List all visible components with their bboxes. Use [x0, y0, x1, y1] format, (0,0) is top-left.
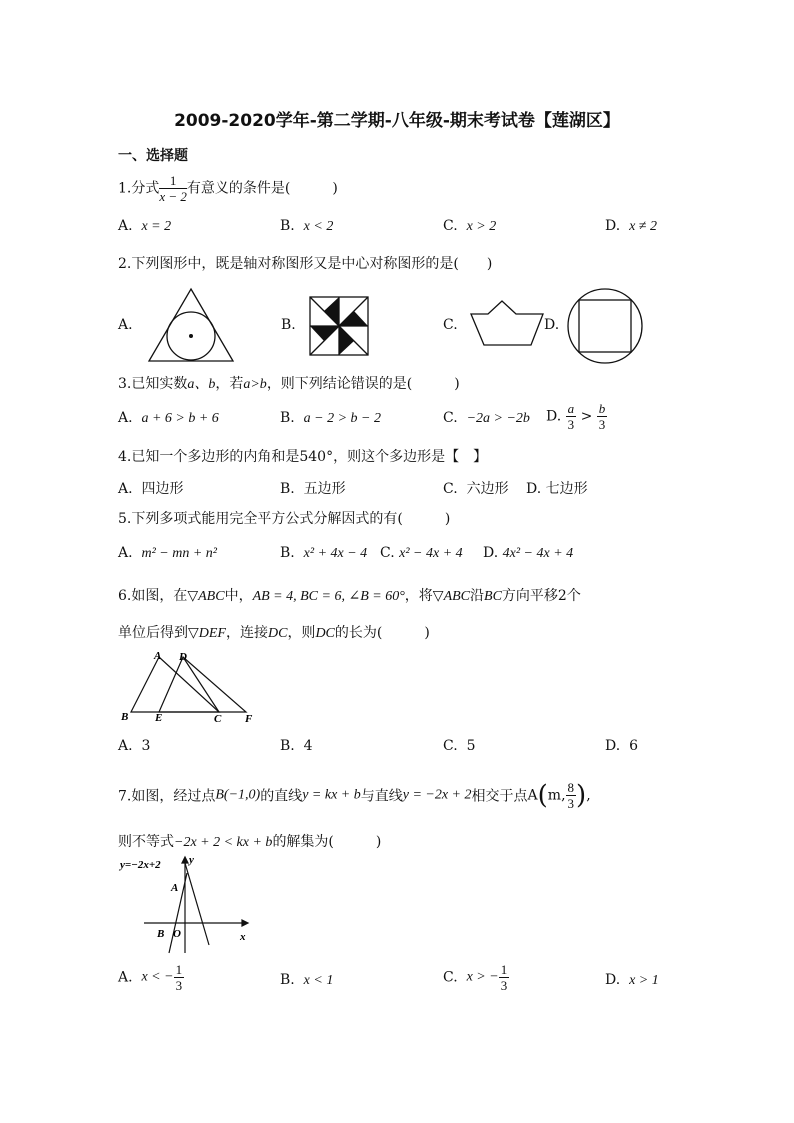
- q7-y-arrow: [182, 857, 188, 863]
- q6-dc-2: DC: [315, 626, 335, 641]
- question-4: 4.已知一个多边形的内角和是540°，则这个多边形是【 】: [118, 449, 488, 465]
- q7-paren-open: (: [537, 780, 548, 811]
- q6-label-c: C: [214, 713, 222, 725]
- q7-option-b-value: x < 1: [303, 973, 334, 988]
- q7-inequality: −2x + 2 < kx + b: [174, 835, 273, 850]
- q6-option-d-value: 6: [629, 738, 639, 754]
- q7-option-a-num: 1: [175, 962, 183, 977]
- q2-c-boat-shape: [471, 301, 543, 345]
- q1-option-b[interactable]: [280, 218, 333, 235]
- question-1: [118, 173, 338, 204]
- q1-option-d[interactable]: [605, 218, 657, 235]
- q5-option-c-value: x² − 4x + 4: [399, 546, 463, 561]
- q6-text-f: 单位后得到: [118, 625, 188, 641]
- q2-option-d[interactable]: D.: [544, 317, 560, 333]
- q6-option-c[interactable]: [443, 738, 476, 754]
- q5-option-d-label: D.: [483, 545, 499, 561]
- q7-option-c-num: 1: [500, 962, 508, 977]
- q7-text-f: 的解集为( ): [272, 834, 382, 850]
- q7-option-c-fraction: [499, 962, 510, 993]
- question-7-line-2: [118, 831, 381, 851]
- q1-prefix: 1.分式: [118, 180, 160, 197]
- q2-figure-b-pinwheel: [309, 296, 369, 356]
- q7-option-d[interactable]: [605, 972, 659, 989]
- q2-option-c[interactable]: C.: [443, 317, 458, 333]
- q3-d-num-left: a: [567, 401, 575, 416]
- question-6-line-1: [118, 585, 581, 605]
- q7-point-a-num: 8: [567, 780, 575, 795]
- q1-fraction: [159, 173, 187, 204]
- q2-b-blade-3: [339, 326, 354, 355]
- q5-option-b-label: B.: [280, 545, 295, 561]
- q7-option-b[interactable]: [280, 972, 333, 989]
- q6-conditions: AB = 4, BC = 6, ∠B = 60°: [252, 589, 405, 604]
- q6-triangle-def: ▽DEF: [188, 626, 226, 641]
- q7-option-a-label: A.: [118, 969, 133, 986]
- q6-label-e: E: [155, 712, 163, 724]
- q7-option-c-den: 3: [500, 978, 508, 993]
- q7-label-a: A: [171, 882, 179, 894]
- q7-option-b-label: B.: [280, 972, 295, 988]
- question-2: 2.下列图形中，既是轴对称图形又是中心对称图形的是( ): [118, 256, 493, 272]
- q3-option-d[interactable]: [546, 401, 607, 432]
- q7-option-a-fraction: [174, 962, 185, 993]
- q4-option-d-value: 七边形: [545, 481, 588, 497]
- q3-d-frac-right: [597, 401, 608, 432]
- q3-d-gt: >: [580, 408, 593, 425]
- q2-b-blade-4: [310, 326, 339, 341]
- q1-option-b-value: x < 2: [303, 219, 334, 234]
- q7-point-b: B(−1,0): [215, 787, 261, 803]
- q7-comma: ,: [586, 787, 591, 804]
- q1-frac-den: x − 2: [159, 189, 187, 204]
- q6-dc: DC: [267, 626, 288, 641]
- q3-option-a-label: A.: [118, 410, 133, 426]
- q3-d-den-left: 3: [567, 417, 575, 432]
- q6-option-d[interactable]: [605, 738, 638, 754]
- q3-d-den-right: 3: [598, 417, 606, 432]
- q7-text-e: 则不等式: [118, 834, 174, 850]
- q6-option-c-label: C.: [443, 738, 458, 754]
- q1-option-b-label: B.: [280, 218, 295, 234]
- q1-option-a-label: A.: [118, 218, 133, 234]
- q1-suffix: 有意义的条件是( ): [186, 180, 338, 197]
- q6-text-h: ，则: [287, 625, 316, 641]
- q6-text-a: 6.如图，在: [118, 588, 188, 604]
- q4-option-a-value: 四边形: [141, 481, 184, 497]
- q3-option-c-value: −2a > −2b: [466, 411, 530, 426]
- q3-d-frac-left: [566, 401, 577, 432]
- q6-figure-translated-triangles: [115, 648, 260, 726]
- q6-label-a: A: [154, 650, 162, 662]
- q2-option-a[interactable]: A.: [118, 317, 133, 333]
- q3-option-b-label: B.: [280, 410, 295, 426]
- q7-point-a-m: m,: [547, 787, 566, 804]
- q7-option-a-den: 3: [175, 978, 183, 993]
- q6-text-g: ，连接: [225, 625, 268, 641]
- q7-option-c-prefix: x > −: [466, 969, 499, 985]
- question-7-line-1: [118, 780, 591, 811]
- q7-text-d: 相交于点: [471, 788, 528, 805]
- q2-d-square-shape: [579, 300, 631, 352]
- q6-bc: BC: [484, 589, 502, 604]
- q2-a-center-dot: [189, 334, 193, 338]
- q6-label-f: F: [245, 713, 253, 725]
- q6-label-d: D: [179, 651, 187, 663]
- q6-text-e: 方向平移2个: [501, 588, 581, 604]
- q2-option-b[interactable]: B.: [281, 317, 296, 333]
- q7-option-d-label: D.: [605, 972, 621, 988]
- q7-text-b: 的直线: [260, 788, 303, 805]
- q7-label-b: B: [157, 928, 165, 940]
- q5-option-c-label: C.: [380, 545, 395, 561]
- q7-label-eq: y=−2x+2: [120, 859, 161, 871]
- q7-paren-close: ): [576, 780, 587, 811]
- q7-point-a: A: [527, 787, 538, 804]
- q7-option-c-label: C.: [443, 969, 458, 986]
- q7-figure-coordinate-graph: [118, 855, 253, 955]
- q1-option-d-label: D.: [605, 218, 621, 234]
- q5-option-a-label: A.: [118, 545, 133, 561]
- q1-frac-num: 1: [159, 173, 187, 189]
- q5-option-b-value: x² + 4x − 4: [303, 546, 368, 561]
- q5-option-d[interactable]: [483, 545, 573, 562]
- question-5: 5.下列多项式能用完全平方公式分解因式的有( ): [118, 511, 451, 527]
- q6-text-c: ，将: [404, 588, 433, 604]
- q4-option-b[interactable]: [280, 478, 346, 498]
- q5-option-b[interactable]: [280, 545, 367, 562]
- q5-option-c[interactable]: [380, 545, 463, 562]
- q6-option-a-label: A.: [118, 738, 133, 754]
- q7-x-arrow: [242, 920, 248, 926]
- q3-vars: a、b: [187, 377, 216, 392]
- q6-triangle-abc-2: ▽ABC: [432, 589, 471, 604]
- q2-b-blade-2: [339, 311, 368, 326]
- q7-label-y: y: [189, 854, 194, 866]
- q4-option-b-value: 五边形: [303, 481, 346, 497]
- q6-triangle-abc: ▽ABC: [187, 589, 225, 604]
- q5-option-a[interactable]: [118, 545, 217, 562]
- q2-figure-c-boat: [470, 300, 544, 346]
- question-3: [118, 373, 460, 393]
- q7-label-x: x: [240, 931, 246, 943]
- q3-option-b-value: a − 2 > b − 2: [303, 411, 381, 426]
- q1-option-a-value: x = 2: [141, 219, 172, 234]
- q7-option-a[interactable]: [118, 962, 184, 993]
- q6-text-i: 的长为( ): [334, 625, 430, 641]
- q1-option-c-label: C.: [443, 218, 458, 234]
- q2-b-blade-1: [324, 297, 339, 326]
- q4-option-c-value: 六边形: [466, 481, 509, 497]
- q6-option-a-value: 3: [141, 738, 151, 754]
- q3-option-d-label: D.: [546, 408, 562, 425]
- q7-option-a-prefix: x < −: [141, 969, 174, 985]
- q3-option-a[interactable]: [118, 410, 219, 427]
- q6-option-b-value: 4: [303, 738, 313, 754]
- q3-d-num-right: b: [598, 401, 606, 416]
- q6-triangle-def-shape: [159, 657, 246, 712]
- q5-option-d-value: 4x² − 4x + 4: [502, 546, 574, 561]
- q3-text-c: ，则下列结论错误的是( ): [266, 376, 460, 392]
- q6-option-d-label: D.: [605, 738, 621, 754]
- q6-option-a[interactable]: [118, 738, 150, 754]
- q6-option-b-label: B.: [280, 738, 295, 754]
- q3-option-a-value: a + 6 > b + 6: [141, 411, 219, 426]
- q6-triangle-abc-shape: [131, 657, 219, 712]
- q7-line-neg2x-plus2: [185, 863, 209, 945]
- q3-text-a: 3.已知实数: [118, 376, 188, 392]
- section-heading: 一、选择题: [118, 148, 188, 164]
- question-6-line-2: [118, 622, 430, 642]
- q7-text-a: 7.如图，经过点: [118, 788, 216, 805]
- q6-option-c-value: 5: [466, 738, 476, 754]
- q7-equation-2: y = −2x + 2: [402, 787, 472, 803]
- q3-text-b: ，若: [215, 376, 244, 392]
- q4-option-a[interactable]: [118, 478, 183, 498]
- q2-figure-a-triangle-circle: [148, 288, 234, 362]
- q3-condition: a>b: [243, 377, 267, 392]
- q4-option-c[interactable]: [443, 478, 509, 498]
- q7-option-c[interactable]: [443, 962, 509, 993]
- q2-a-triangle-shape: [149, 289, 233, 361]
- q3-option-c[interactable]: [443, 410, 530, 427]
- q7-equation-1: y = kx + b: [302, 787, 361, 803]
- q7-label-o: O: [173, 928, 181, 940]
- q3-option-b[interactable]: [280, 410, 381, 427]
- page-title: 2009-2020学年-第二学期-八年级-期末考试卷【莲湖区】: [174, 111, 620, 131]
- q6-option-b[interactable]: [280, 738, 313, 754]
- q5-option-a-value: m² − mn + n²: [141, 546, 217, 561]
- q4-option-b-label: B.: [280, 481, 295, 497]
- q7-point-a-fraction: [566, 780, 577, 811]
- q1-option-d-value: x ≠ 2: [629, 219, 657, 234]
- q3-option-c-label: C.: [443, 410, 458, 426]
- q6-text-d: 沿: [470, 588, 485, 604]
- q6-text-b: 中，: [224, 588, 253, 604]
- q7-point-a-den: 3: [567, 796, 575, 811]
- q1-option-c-value: x > 2: [466, 219, 497, 234]
- q1-option-a[interactable]: [118, 218, 171, 235]
- q6-label-b: B: [121, 711, 129, 723]
- q4-option-c-label: C.: [443, 481, 458, 497]
- q7-text-c: 与直线: [360, 788, 403, 805]
- q4-option-a-label: A.: [118, 481, 133, 497]
- q4-option-d-label: D.: [526, 481, 542, 497]
- q2-figure-d-circle-square: [567, 288, 643, 364]
- q4-option-d[interactable]: [526, 478, 588, 498]
- q1-option-c[interactable]: [443, 218, 496, 235]
- q7-option-d-value: x > 1: [629, 973, 659, 988]
